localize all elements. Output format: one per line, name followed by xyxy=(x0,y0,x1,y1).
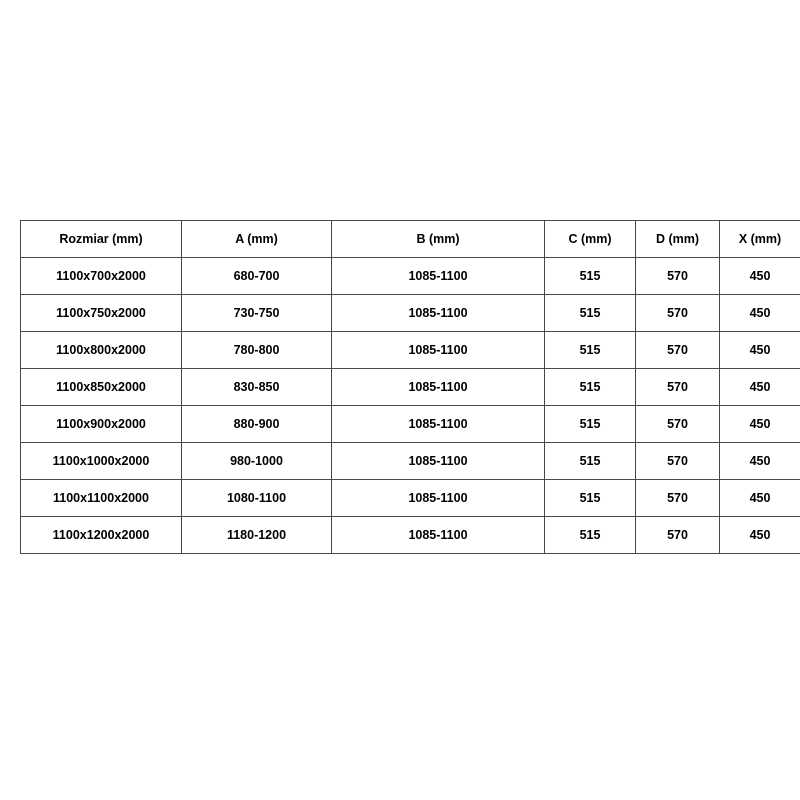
cell-x: 450 xyxy=(720,369,800,406)
column-header-d: D (mm) xyxy=(636,221,720,258)
cell-a: 730-750 xyxy=(182,295,332,332)
column-header-a: A (mm) xyxy=(182,221,332,258)
cell-x: 450 xyxy=(720,517,800,554)
cell-d: 570 xyxy=(636,332,720,369)
table-row xyxy=(21,295,800,332)
cell-a: 780-800 xyxy=(182,332,332,369)
table-row xyxy=(21,517,800,554)
cell-a: 880-900 xyxy=(182,406,332,443)
size-table-container xyxy=(20,220,780,554)
table-row xyxy=(21,332,800,369)
column-header-c: C (mm) xyxy=(545,221,636,258)
cell-b: 1085-1100 xyxy=(332,406,545,443)
cell-d: 570 xyxy=(636,369,720,406)
cell-a: 1180-1200 xyxy=(182,517,332,554)
cell-b: 1085-1100 xyxy=(332,480,545,517)
cell-x: 450 xyxy=(720,332,800,369)
table-row xyxy=(21,443,800,480)
cell-c: 515 xyxy=(545,443,636,480)
table-row xyxy=(21,406,800,443)
cell-b: 1085-1100 xyxy=(332,332,545,369)
table-row xyxy=(21,369,800,406)
cell-size: 1100x1100x2000 xyxy=(21,480,182,517)
cell-b: 1085-1100 xyxy=(332,258,545,295)
cell-size: 1100x750x2000 xyxy=(21,295,182,332)
cell-x: 450 xyxy=(720,295,800,332)
cell-d: 570 xyxy=(636,480,720,517)
cell-c: 515 xyxy=(545,332,636,369)
cell-size: 1100x900x2000 xyxy=(21,406,182,443)
table-row xyxy=(21,480,800,517)
cell-size: 1100x1000x2000 xyxy=(21,443,182,480)
cell-x: 450 xyxy=(720,258,800,295)
table-row xyxy=(21,258,800,295)
cell-b: 1085-1100 xyxy=(332,517,545,554)
cell-a: 680-700 xyxy=(182,258,332,295)
column-header-rozmiar: Rozmiar (mm) xyxy=(21,221,182,258)
cell-b: 1085-1100 xyxy=(332,443,545,480)
cell-size: 1100x800x2000 xyxy=(21,332,182,369)
cell-b: 1085-1100 xyxy=(332,369,545,406)
cell-a: 980-1000 xyxy=(182,443,332,480)
cell-c: 515 xyxy=(545,517,636,554)
table-header-row xyxy=(21,221,800,258)
cell-b: 1085-1100 xyxy=(332,295,545,332)
cell-x: 450 xyxy=(720,480,800,517)
cell-d: 570 xyxy=(636,406,720,443)
cell-a: 830-850 xyxy=(182,369,332,406)
cell-d: 570 xyxy=(636,443,720,480)
cell-d: 570 xyxy=(636,295,720,332)
cell-size: 1100x700x2000 xyxy=(21,258,182,295)
cell-c: 515 xyxy=(545,406,636,443)
column-header-x: X (mm) xyxy=(720,221,800,258)
cell-d: 570 xyxy=(636,517,720,554)
cell-c: 515 xyxy=(545,369,636,406)
column-header-b: B (mm) xyxy=(332,221,545,258)
cell-d: 570 xyxy=(636,258,720,295)
cell-x: 450 xyxy=(720,406,800,443)
cell-size: 1100x850x2000 xyxy=(21,369,182,406)
cell-a: 1080-1100 xyxy=(182,480,332,517)
size-table xyxy=(20,220,800,554)
cell-c: 515 xyxy=(545,258,636,295)
cell-c: 515 xyxy=(545,480,636,517)
cell-x: 450 xyxy=(720,443,800,480)
cell-size: 1100x1200x2000 xyxy=(21,517,182,554)
cell-c: 515 xyxy=(545,295,636,332)
